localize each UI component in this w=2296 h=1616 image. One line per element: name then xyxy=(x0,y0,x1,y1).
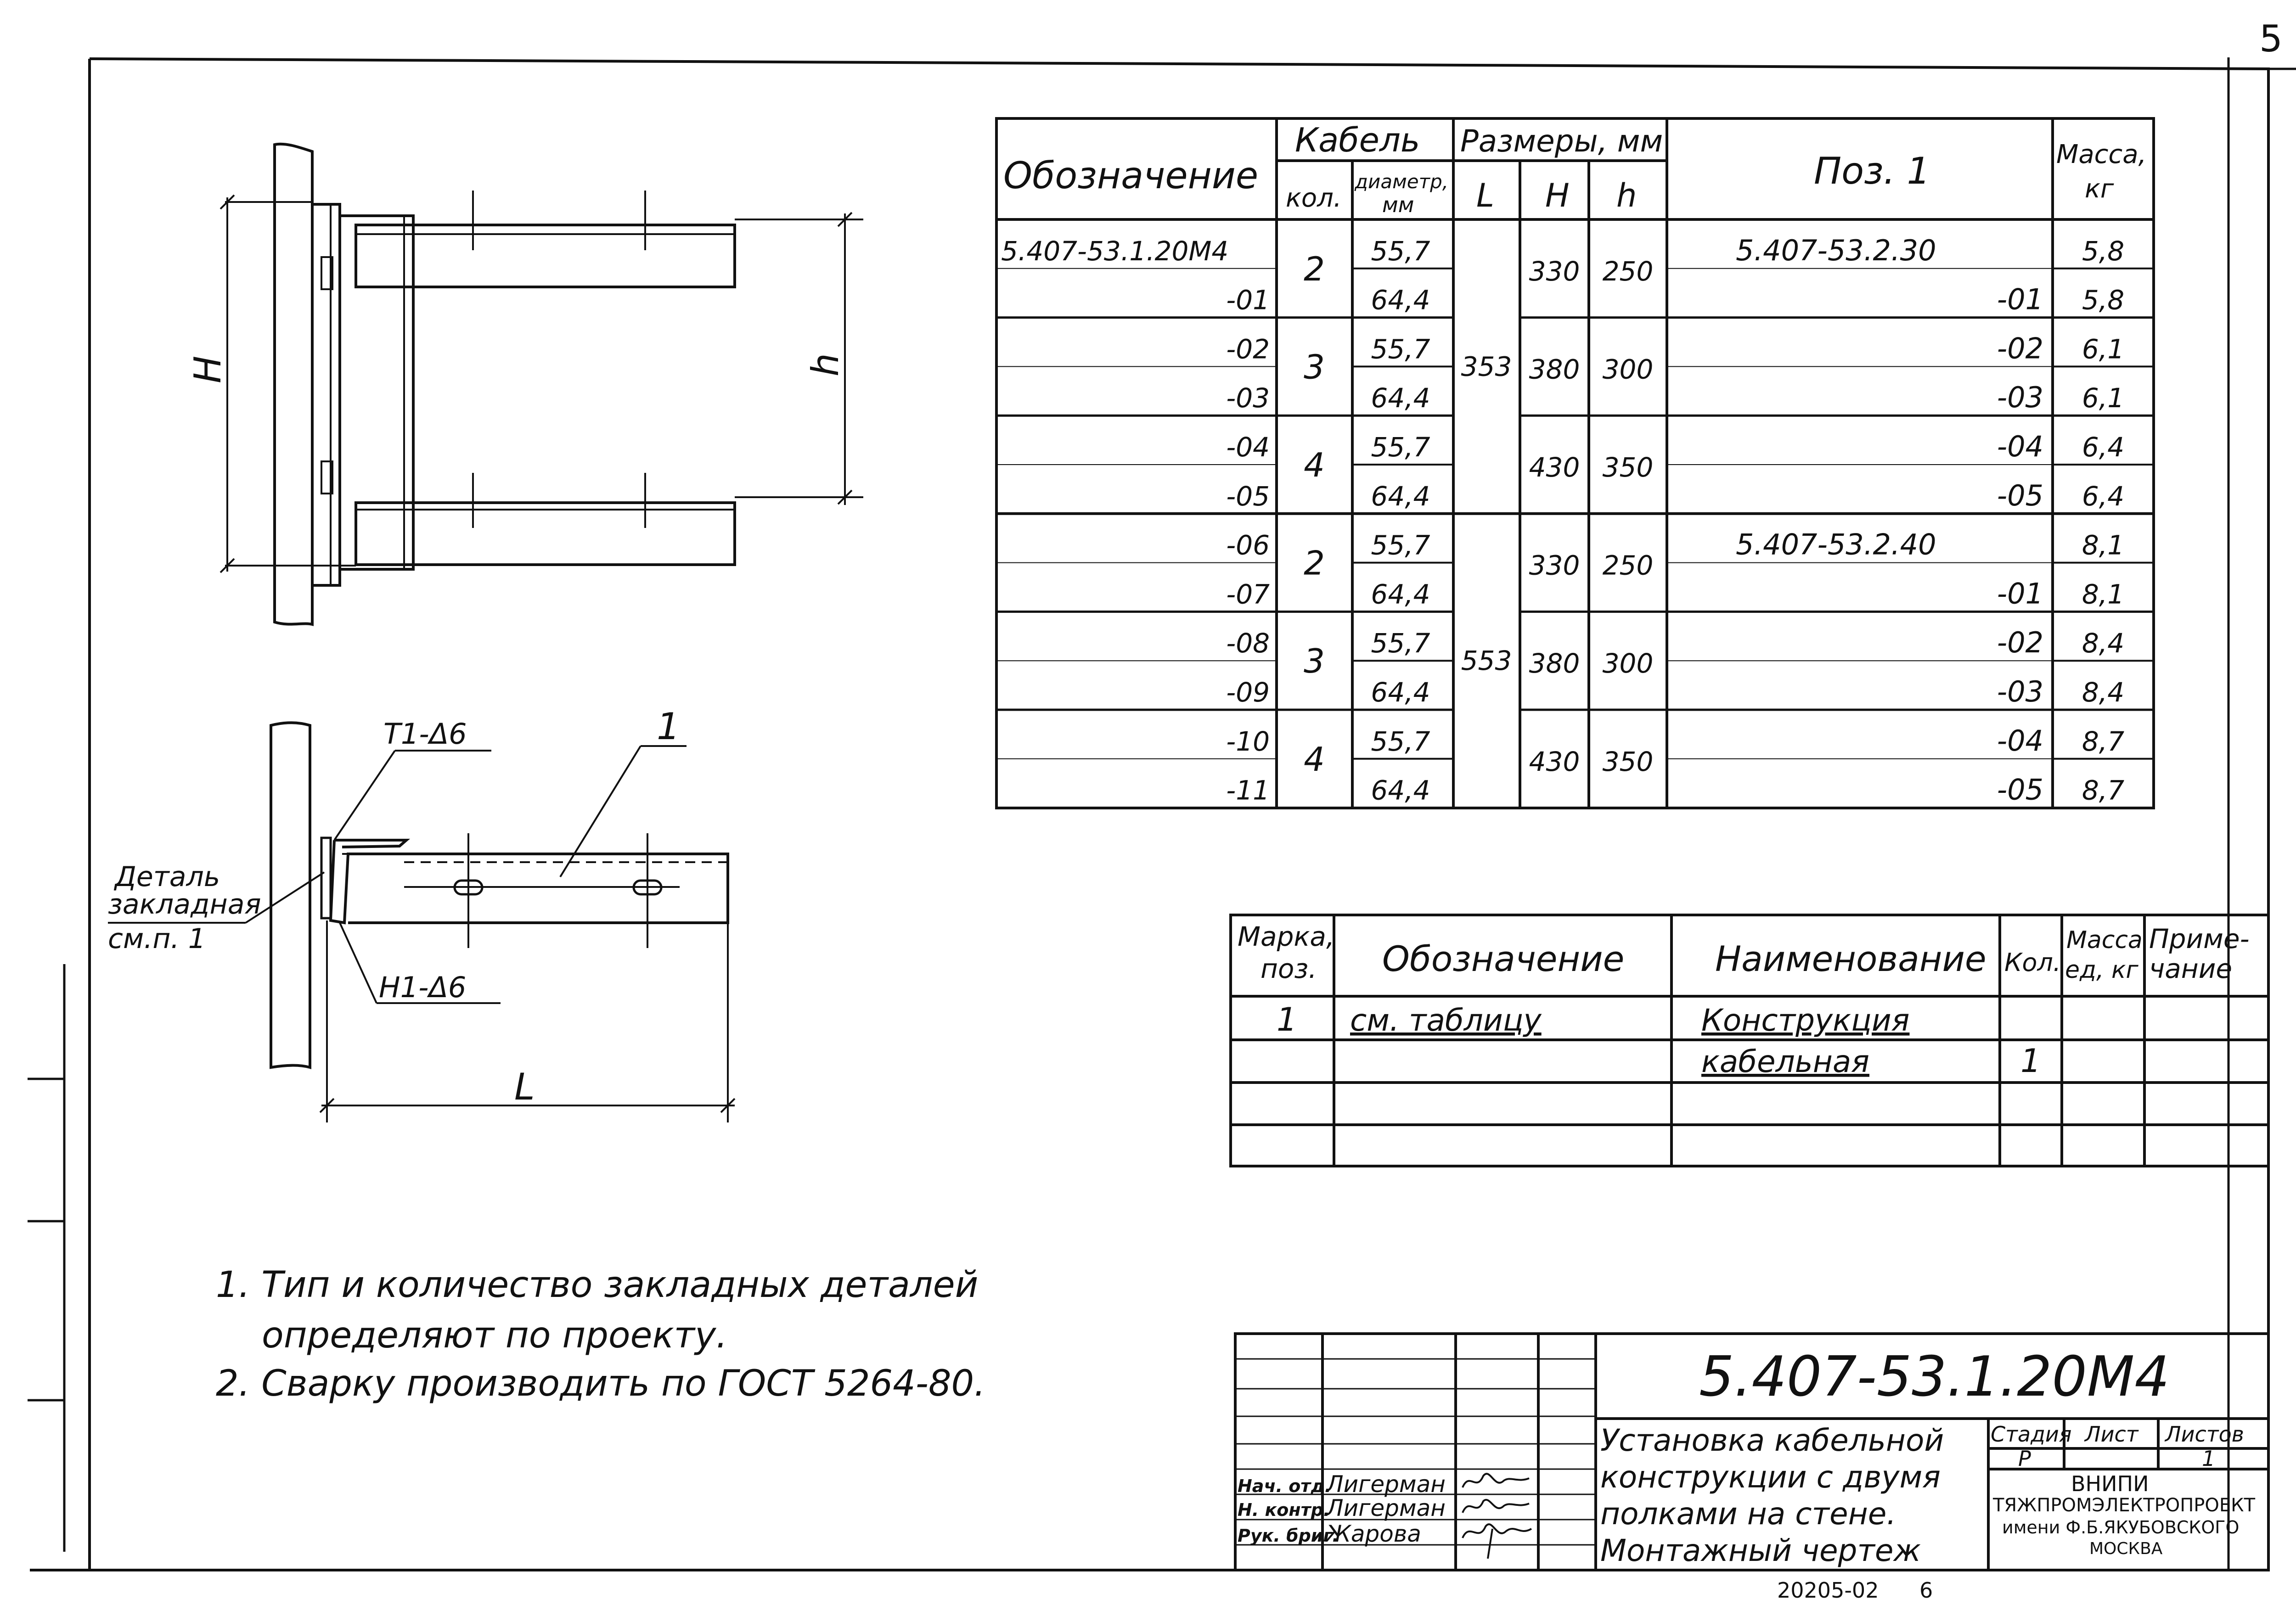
sheet-corner-number: 5 xyxy=(2259,17,2283,60)
dim-H-label: H xyxy=(186,355,229,383)
row-pos1: -04 xyxy=(1997,430,2043,463)
row-pos1: -01 xyxy=(1997,577,2043,611)
table-row-lines xyxy=(996,269,2154,759)
stamp-number: 20205-02 xyxy=(1777,1578,1879,1603)
hdr-H: H xyxy=(1545,177,1570,214)
row-mass: 6,4 xyxy=(2082,432,2125,463)
hdr-diameter-1: диаметр, xyxy=(1355,170,1449,193)
title-line-3: полками на стене. xyxy=(1600,1496,1896,1532)
row-mass: 8,4 xyxy=(2082,628,2125,659)
row-designation: -09 xyxy=(1226,677,1270,708)
org-line-3: имени Ф.Б.ЯКУБОВСКОГО xyxy=(2002,1517,2240,1537)
row-designation: -03 xyxy=(1226,382,1270,414)
group-count: 4 xyxy=(1304,740,1325,779)
hdr-designation: Обозначение xyxy=(1003,154,1259,197)
note-line-3: 2. Сварку производить по ГОСТ 5264-80. xyxy=(216,1363,985,1404)
group-H: 330 xyxy=(1529,255,1580,287)
row-pos1: -01 xyxy=(1997,282,2043,316)
stage-label: Стадия xyxy=(1991,1422,2072,1447)
group-count: 2 xyxy=(1304,249,1325,288)
sheet-label: Лист xyxy=(2085,1422,2138,1447)
hdr-diameter-2: мм xyxy=(1382,192,1414,217)
row-designation: 5.407-53.1.20М4 xyxy=(1001,235,1229,267)
group-H: 430 xyxy=(1529,746,1580,777)
row-pos1: -05 xyxy=(1997,773,2043,807)
title-line-2: конструкции с двумя xyxy=(1600,1459,1941,1495)
spec-qty: 1 xyxy=(2020,1042,2041,1080)
hdr-h: h xyxy=(1616,177,1637,214)
spec-hdr-mark-2: поз. xyxy=(1261,953,1317,984)
hdr-mass-1: Масса, xyxy=(2056,140,2147,169)
specification-table xyxy=(1231,915,2268,1166)
row-mass: 8,1 xyxy=(2082,578,2125,610)
spec-hdr-qty: Кол. xyxy=(2004,948,2061,977)
group-h: 300 xyxy=(1602,648,1654,679)
row-designation: -01 xyxy=(1226,284,1270,316)
hdr-cable-count: кол. xyxy=(1286,183,1342,213)
group-H: 380 xyxy=(1529,648,1580,679)
row-diameter: 55,7 xyxy=(1371,725,1430,757)
table-cells xyxy=(1001,234,2124,807)
row-diameter: 55,7 xyxy=(1371,333,1430,365)
embedded-label-3: см.п. 1 xyxy=(108,923,206,955)
signer-name-2: Лигерман xyxy=(1326,1495,1446,1521)
note-line-1: 1. Тип и количество закладных деталей xyxy=(216,1264,979,1306)
row-designation: -05 xyxy=(1226,480,1270,512)
row-mass: 6,1 xyxy=(2082,333,2125,365)
row-diameter: 64,4 xyxy=(1371,480,1430,512)
variants-table xyxy=(996,118,2154,808)
row-mass: 5,8 xyxy=(2082,235,2125,267)
group-count: 2 xyxy=(1304,544,1325,583)
row-pos1: 5.407-53.2.30 xyxy=(1736,233,1936,267)
hdr-cable: Кабель xyxy=(1295,121,1420,159)
stage-value: Р xyxy=(2018,1446,2031,1471)
row-diameter: 55,7 xyxy=(1371,628,1430,659)
hdr-sizes: Размеры, мм xyxy=(1460,123,1663,159)
group-H: 430 xyxy=(1529,452,1580,483)
row-mass: 8,1 xyxy=(2082,529,2125,561)
hdr-pos1: Поз. 1 xyxy=(1814,150,1930,192)
spec-hdr-note-2: чание xyxy=(2149,953,2233,984)
org-line-4: МОСКВА xyxy=(2089,1539,2163,1558)
row-designation: -10 xyxy=(1226,725,1270,757)
row-mass: 6,4 xyxy=(2082,480,2125,512)
front-view-drawing xyxy=(186,144,863,624)
signer-name-1: Лигерман xyxy=(1326,1471,1446,1498)
spec-hdr-mark-1: Марка, xyxy=(1238,921,1335,952)
row-diameter: 64,4 xyxy=(1371,774,1430,806)
row-designation: -04 xyxy=(1226,432,1270,463)
weld-bottom-label: Н1-Δ6 xyxy=(379,971,467,1004)
title-line-1: Установка кабельной xyxy=(1600,1423,1944,1458)
row-pos1: 5.407-53.2.40 xyxy=(1736,527,1936,561)
side-view-drawing xyxy=(108,705,735,1122)
group-h: 300 xyxy=(1602,354,1654,385)
group-h: 350 xyxy=(1602,452,1654,483)
signature-3 xyxy=(1463,1524,1531,1559)
spec-name-1: Конструкция xyxy=(1701,1003,1910,1038)
sheets-value: 1 xyxy=(2202,1446,2216,1471)
group-H: 380 xyxy=(1529,354,1580,385)
spec-designation: см. таблицу xyxy=(1350,1003,1542,1038)
row-pos1: -04 xyxy=(1997,724,2043,758)
group-h: 250 xyxy=(1602,550,1654,581)
hdr-mass-2: кг xyxy=(2085,174,2114,204)
spec-hdr-note-1: Приме- xyxy=(2149,923,2250,954)
row-diameter: 55,7 xyxy=(1371,529,1430,561)
row-mass: 8,4 xyxy=(2082,677,2125,708)
row-designation: -11 xyxy=(1226,774,1270,806)
group-L: 553 xyxy=(1461,645,1512,677)
row-pos1: -03 xyxy=(1997,675,2043,708)
row-pos1: -02 xyxy=(1997,626,2043,660)
embedded-label-1: Деталь xyxy=(115,861,220,893)
weld-top-label: Т1-Δ6 xyxy=(383,717,467,751)
group-count: 3 xyxy=(1304,348,1325,387)
signer-name-3: Жарова xyxy=(1326,1521,1421,1547)
row-designation: -07 xyxy=(1226,578,1270,610)
signature-2 xyxy=(1463,1500,1529,1513)
note-line-2: определяют по проекту. xyxy=(262,1315,728,1356)
row-designation: -08 xyxy=(1226,628,1270,659)
signer-role-1: Нач. отд. xyxy=(1238,1476,1332,1496)
row-mass: 8,7 xyxy=(2082,725,2125,757)
spec-hdr-mass-2: ед, кг xyxy=(2065,956,2138,984)
spec-hdr-mass-1: Масса xyxy=(2066,926,2143,954)
group-h: 350 xyxy=(1602,746,1654,777)
group-L: 353 xyxy=(1461,351,1512,382)
group-h: 250 xyxy=(1602,255,1654,287)
group-count: 3 xyxy=(1304,642,1325,681)
row-diameter: 64,4 xyxy=(1371,578,1430,610)
signer-role-3: Рук. бриг. xyxy=(1238,1526,1339,1546)
row-diameter: 55,7 xyxy=(1371,432,1430,463)
group-count: 4 xyxy=(1304,446,1325,484)
org-line-2: ТЯЖПРОМЭЛЕКТРОПРОЕКТ xyxy=(1993,1495,2256,1516)
title-line-4: Монтажный чертеж xyxy=(1600,1533,1921,1568)
page-number: 6 xyxy=(1919,1578,1933,1603)
org-line-1: ВНИПИ xyxy=(2071,1471,2149,1496)
row-diameter: 64,4 xyxy=(1371,284,1430,316)
row-mass: 6,1 xyxy=(2082,382,2125,414)
sheets-label: Листов xyxy=(2165,1422,2244,1447)
row-diameter: 64,4 xyxy=(1371,382,1430,414)
row-diameter: 64,4 xyxy=(1371,677,1430,708)
row-mass: 5,8 xyxy=(2082,284,2125,316)
row-pos1: -03 xyxy=(1997,381,2043,415)
group-H: 330 xyxy=(1529,550,1580,581)
position-label: 1 xyxy=(657,705,680,748)
title-code: 5.407-53.1.20М4 xyxy=(1699,1345,2170,1409)
spec-hdr-designation: Обозначение xyxy=(1382,938,1625,979)
spec-name-2: кабельная xyxy=(1701,1044,1869,1079)
spec-hdr-name: Наименование xyxy=(1715,938,1986,979)
notes xyxy=(216,1264,985,1404)
row-mass: 8,7 xyxy=(2082,774,2125,806)
hdr-L: L xyxy=(1476,177,1494,214)
row-designation: -06 xyxy=(1226,529,1270,561)
dim-L-label: L xyxy=(514,1066,535,1108)
row-designation: -02 xyxy=(1226,333,1270,365)
signer-role-2: Н. контр. xyxy=(1238,1500,1330,1520)
signature-1 xyxy=(1463,1474,1529,1487)
embedded-label-2: закладная xyxy=(108,888,261,920)
row-pos1: -02 xyxy=(1997,331,2043,365)
dim-h-label: h xyxy=(804,353,847,376)
row-diameter: 55,7 xyxy=(1371,235,1430,267)
row-pos1: -05 xyxy=(1997,478,2043,512)
spec-mark: 1 xyxy=(1277,1001,1297,1038)
title-block xyxy=(1235,1334,2268,1603)
